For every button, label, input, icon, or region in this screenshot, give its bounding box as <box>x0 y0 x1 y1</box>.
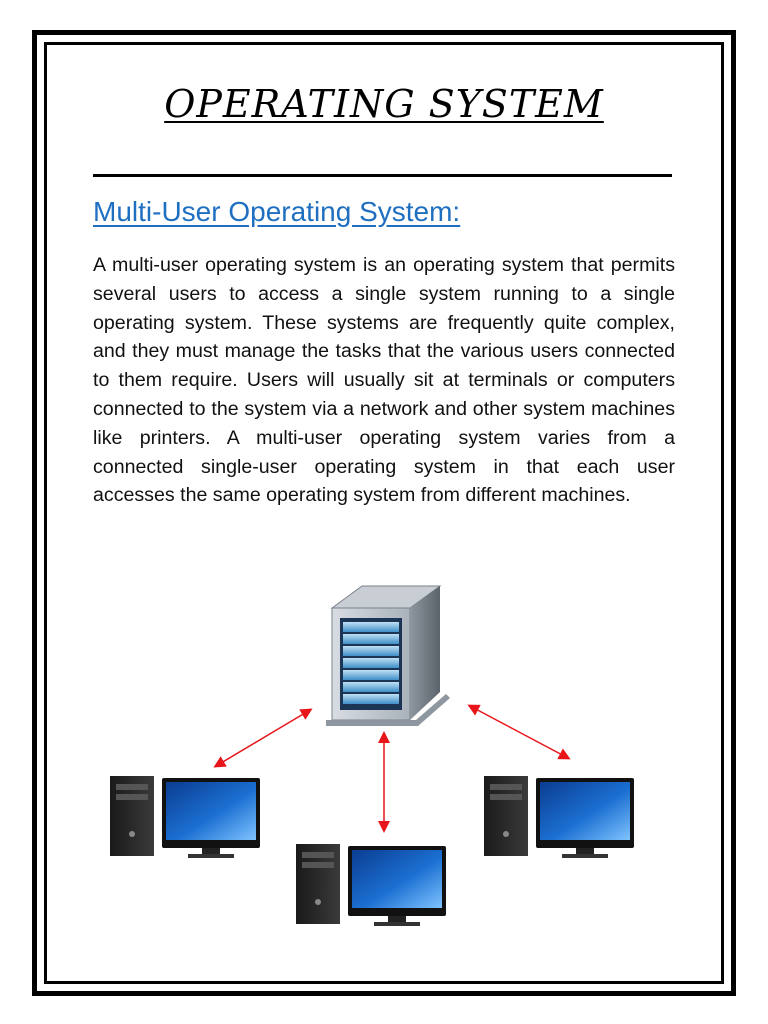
desktop-computer-icon <box>296 844 446 926</box>
connection-arrow-left <box>216 710 310 766</box>
connection-arrow-right <box>470 706 568 758</box>
desktop-computer-icon <box>484 776 634 858</box>
network-diagram <box>100 580 660 930</box>
page-title: OPERATING SYSTEM <box>164 82 604 126</box>
body-paragraph: A multi-user operating system is an operating system that permits several users to access a single system running to a single operating system. These systems are frequently quite complex, and they must manage the tasks that the various users connected to them require. Users will usually sit at terminals or computers connected to the system via a network and other system machines like printers. A multi-user operating system varies from a connected single-user operating system in that each user accesses the same operating system from different machines. <box>93 254 675 507</box>
desktop-computer-icon <box>110 776 260 858</box>
server-rack-icon <box>326 586 450 726</box>
section-heading: Multi-User Operating System: <box>93 196 461 227</box>
horizontal-rule <box>93 174 672 177</box>
